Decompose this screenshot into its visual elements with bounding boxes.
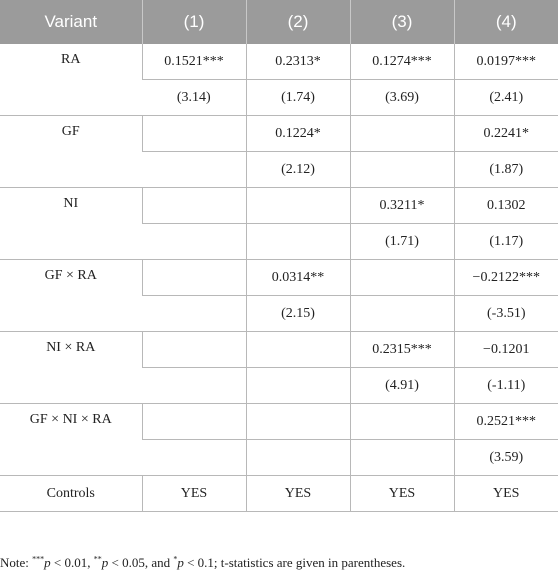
note-stars-2: **: [93, 554, 102, 564]
table-cell: 0.2315***: [350, 332, 454, 368]
table-cell: [142, 440, 246, 476]
table-header-row: [0, 0, 558, 44]
table-cell: 0.2521***: [454, 404, 558, 440]
table-cell: [142, 152, 246, 188]
table-cell: [142, 260, 246, 296]
note-p-1: p: [44, 555, 51, 570]
header-model-3: (3): [350, 0, 454, 44]
header-model-2: (2): [246, 0, 350, 44]
table-cell: (2.41): [454, 80, 558, 116]
table-cell: [246, 440, 350, 476]
table-cell: −0.2122***: [454, 260, 558, 296]
coef-row-ni-x-ra: [0, 332, 558, 368]
table-cell: YES: [142, 476, 246, 512]
table-cell: [350, 296, 454, 332]
note-p-2: p: [101, 555, 109, 570]
table-cell: (4.91): [350, 368, 454, 404]
table-cell: [142, 404, 246, 440]
table-cell: (1.74): [246, 80, 350, 116]
note-stars-1: ***: [32, 554, 45, 564]
table-cell: 0.1302: [454, 188, 558, 224]
row-label-ra: RA: [0, 44, 142, 116]
table-cell: 0.2313*: [246, 44, 350, 80]
coef-row-gf-x-ni-x-ra: [0, 404, 558, 440]
table-cell: (1.71): [350, 224, 454, 260]
controls-row: [0, 476, 558, 512]
table-cell: [142, 116, 246, 152]
row-label-gf: GF: [0, 116, 142, 188]
coef-row-ra: [0, 44, 558, 80]
row-label-controls: Controls: [0, 476, 142, 512]
table-cell: [350, 260, 454, 296]
note-text-3: < 0.1; t-statistics are given in parentheses.: [183, 555, 406, 570]
table-cell: [246, 224, 350, 260]
header-model-4: (4): [454, 0, 558, 44]
table-cell: [142, 332, 246, 368]
coef-row-gf-x-ra: [0, 260, 558, 296]
table-cell: (-1.11): [454, 368, 558, 404]
table-cell: 0.2241*: [454, 116, 558, 152]
table-footnote: [0, 555, 405, 571]
table-cell: [246, 332, 350, 368]
note-p-3: p: [177, 555, 184, 570]
table-cell: [246, 188, 350, 224]
table-cell: [142, 188, 246, 224]
table-cell: [246, 368, 350, 404]
table-cell: (-3.51): [454, 296, 558, 332]
table-cell: (2.12): [246, 152, 350, 188]
note-prefix: Note:: [0, 555, 33, 570]
coef-row-gf: [0, 116, 558, 152]
row-label-gf-x-ra: GF × RA: [0, 260, 142, 332]
table-cell: 0.1274***: [350, 44, 454, 80]
table-cell: [350, 116, 454, 152]
note-stars-3: *: [173, 554, 178, 564]
table-cell: 0.1224*: [246, 116, 350, 152]
note-text-2: < 0.05, and: [108, 555, 174, 570]
table-cell: [350, 152, 454, 188]
table-cell: [142, 368, 246, 404]
table-cell: YES: [246, 476, 350, 512]
table-cell: (1.17): [454, 224, 558, 260]
table-cell: [142, 224, 246, 260]
note-text-1: < 0.01,: [50, 555, 94, 570]
table-cell: 0.3211*: [350, 188, 454, 224]
header-model-1: (1): [142, 0, 246, 44]
table-cell: 0.0197***: [454, 44, 558, 80]
table-cell: (1.87): [454, 152, 558, 188]
table-cell: (3.14): [142, 80, 246, 116]
table-cell: 0.0314**: [246, 260, 350, 296]
header-variant: Variant: [0, 0, 142, 44]
row-label-ni: NI: [0, 188, 142, 260]
table-cell: [350, 404, 454, 440]
table-cell: (2.15): [246, 296, 350, 332]
table-cell: YES: [454, 476, 558, 512]
coef-row-ni: [0, 188, 558, 224]
table-cell: [350, 440, 454, 476]
table-cell: 0.1521***: [142, 44, 246, 80]
table-cell: (3.59): [454, 440, 558, 476]
row-label-ni-x-ra: NI × RA: [0, 332, 142, 404]
table-cell: −0.1201: [454, 332, 558, 368]
row-label-gf-x-ni-x-ra: GF × NI × RA: [0, 404, 142, 476]
table-cell: [142, 296, 246, 332]
table-cell: (3.69): [350, 80, 454, 116]
table-cell: [246, 404, 350, 440]
table-cell: YES: [350, 476, 454, 512]
